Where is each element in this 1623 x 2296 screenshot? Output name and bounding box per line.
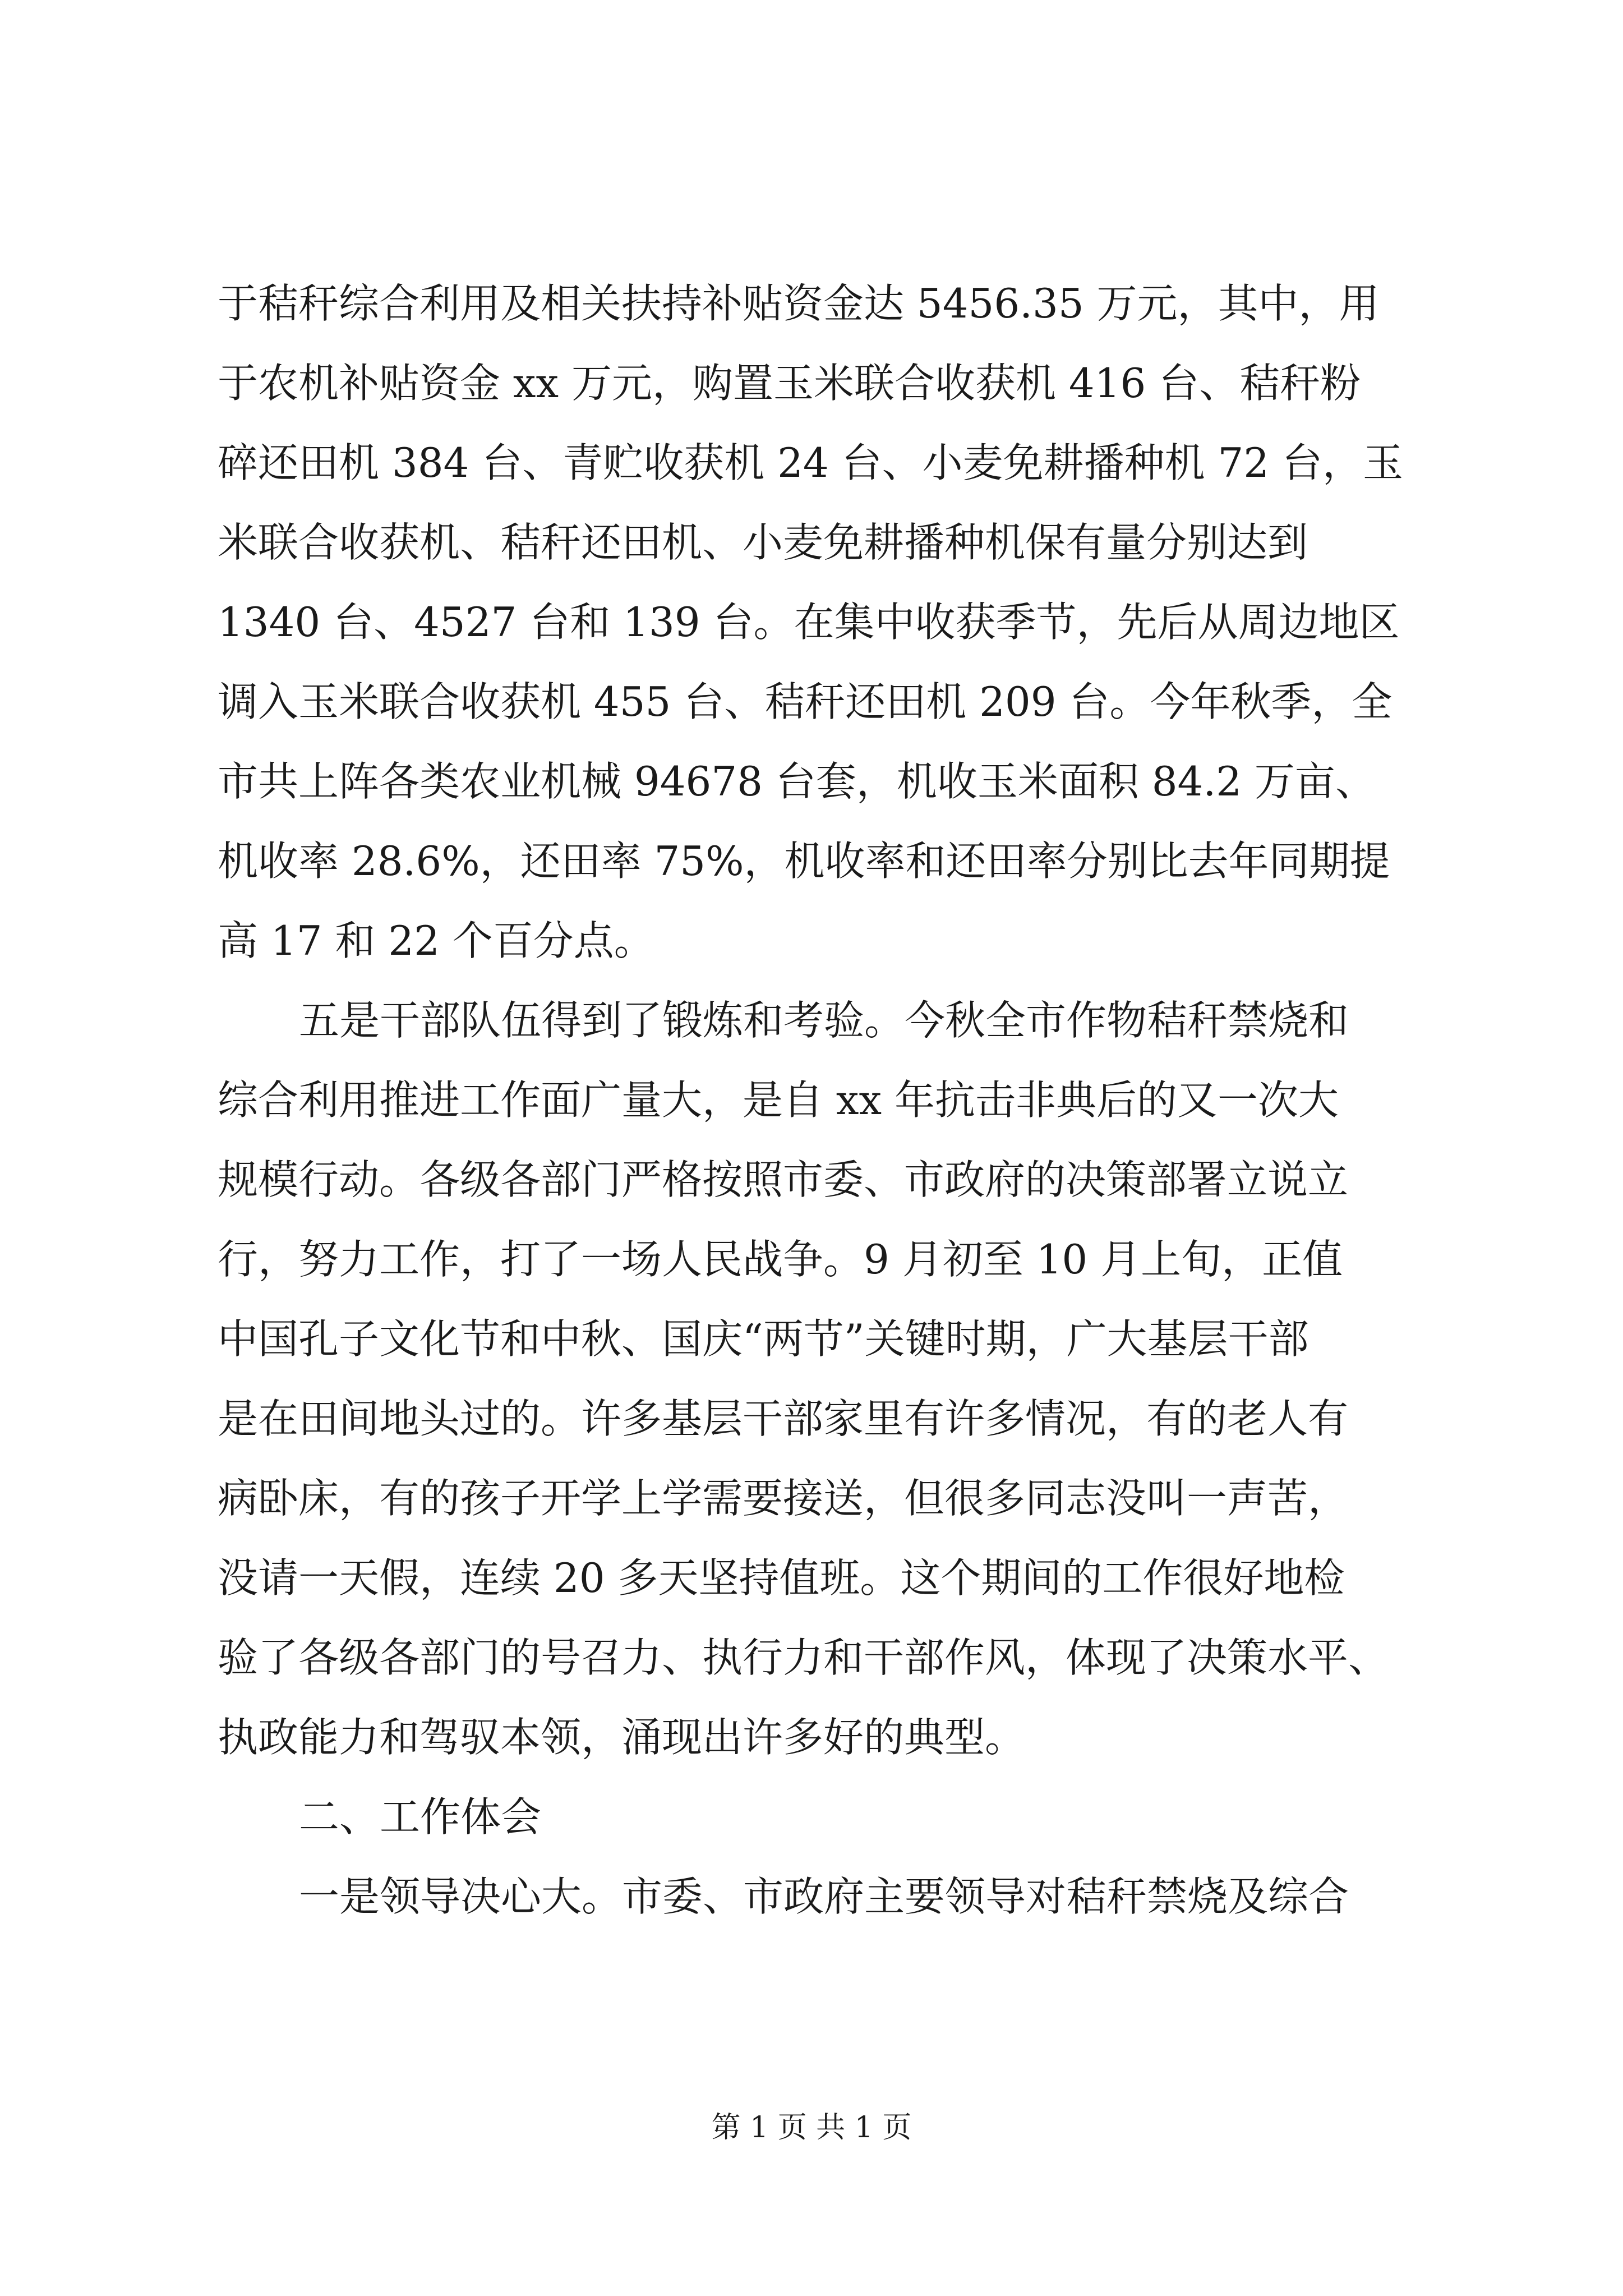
page-footer: 第 1 页 共 1 页: [711, 2111, 912, 2145]
text-line: 市共上阵各类农业机械 94678 台套，机收玉米面积 84.2 万亩、: [218, 758, 1376, 805]
document-body: [218, 264, 1418, 1936]
text-line: 米联合收获机、秸秆还田机、小麦免耕播种机保有量分别达到: [218, 519, 1308, 566]
paragraph-start-line: 一是领导决心大。市委、市政府主要领导对秸秆禁烧及综合: [299, 1873, 1349, 1920]
text-line: 没请一天假，连续 20 多天坚持值班。这个期间的工作很好地检: [218, 1554, 1345, 1602]
paragraph-start-line: 五是干部队伍得到了锻炼和考验。今秋全市作物秸秆禁烧和: [299, 997, 1349, 1044]
text-line: 调入玉米联合收获机 455 台、秸秆还田机 209 台。今年秋季，全: [218, 678, 1393, 725]
text-line: 是在田间地头过的。许多基层干部家里有许多情况，有的老人有: [218, 1395, 1349, 1442]
text-line: 机收率 28.6%，还田率 75%，机收率和还田率分别比去年同期提: [218, 838, 1390, 885]
text-line: 综合利用推进工作面广量大，是自 xx 年抗击非典后的又一次大: [218, 1076, 1339, 1124]
text-line: 高 17 和 22 个百分点。: [218, 917, 654, 964]
section-heading: 二、工作体会: [299, 1793, 542, 1841]
text-line: 验了各级各部门的号召力、执行力和干部作风，体现了决策水平、: [218, 1634, 1389, 1681]
text-line: 碎还田机 384 台、青贮收获机 24 台、小麦免耕播种机 72 台，玉: [218, 439, 1403, 486]
text-line: 中国孔子文化节和中秋、国庆“两节”关键时期，广大基层干部: [218, 1315, 1309, 1363]
text-line: 规模行动。各级各部门严格按照市委、市政府的决策部署立说立: [218, 1156, 1349, 1203]
text-line: 行，努力工作，打了一场人民战争。9 月初至 10 月上旬，正值: [218, 1236, 1343, 1283]
text-line: 执政能力和驾驭本领，涌现出许多好的典型。: [218, 1714, 1026, 1761]
text-line: 1340 台、4527 台和 139 台。在集中收获季节，先后从周边地区: [218, 599, 1400, 646]
text-line: 于农机补贴资金 xx 万元，购置玉米联合收获机 416 台、秸秆粉: [218, 360, 1361, 407]
text-line: 病卧床，有的孩子开学上学需要接送，但很多同志没叫一声苦，: [218, 1475, 1349, 1522]
text-line: 于秸秆综合利用及相关扶持补贴资金达 5456.35 万元，其中，用: [218, 280, 1380, 327]
